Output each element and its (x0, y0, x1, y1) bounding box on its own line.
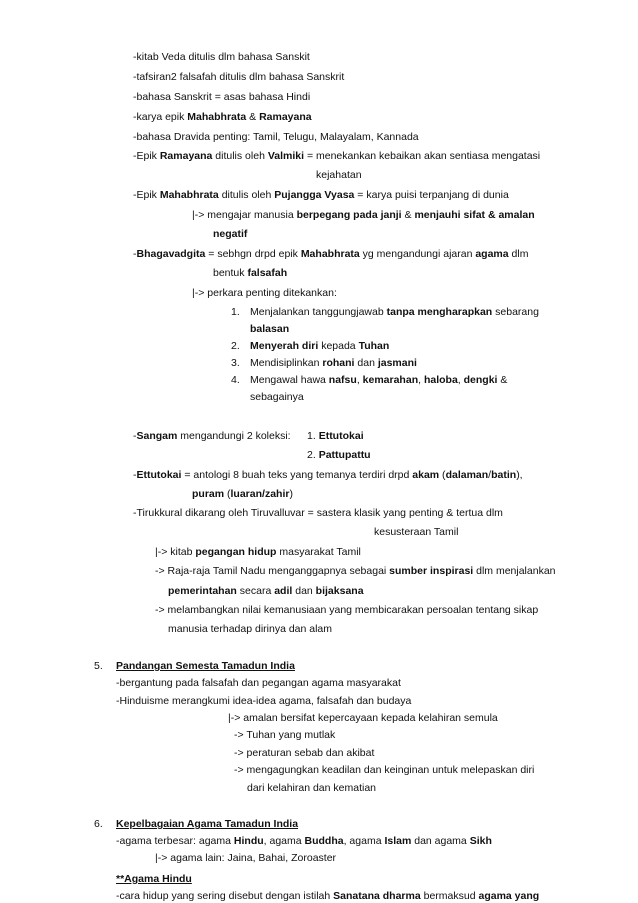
text-line: kejahatan (316, 169, 362, 181)
text-line: -karya epik Mahabhrata & Ramayana (133, 111, 312, 123)
text-line: -> peraturan sebab dan akibat (234, 747, 375, 759)
text-line: -Epik Ramayana ditulis oleh Valmiki = menekankan kebaikan akan sentiasa mengatasi (133, 150, 541, 162)
list-number: 4. (231, 374, 240, 386)
text-line: -bahasa Dravida penting: Tamil, Telugu, Malayalam, Kannada (133, 131, 419, 143)
text-line: -> mengagungkan keadilan dan keinginan untuk melepaskan diri (234, 764, 535, 776)
text-line: -kitab Veda ditulis dlm bahasa Sanskit (133, 51, 310, 63)
list-number: 1. (231, 306, 240, 318)
text-line: dari kelahiran dan kematian (247, 782, 376, 794)
section-heading: Pandangan Semesta Tamadun India (116, 660, 295, 672)
text-line: -Tirukkural dikarang oleh Tiruvalluvar = sastera klasik yang penting & tertua dlm (133, 507, 503, 519)
text-line: |-> agama lain: Jaina, Bahai, Zoroaster (155, 852, 337, 864)
text-line: |-> kitab pegangan hidup masyarakat Tamil (155, 546, 361, 558)
text-line: -> Tuhan yang mutlak (234, 729, 336, 741)
text-line: -cara hidup yang sering disebut dengan istilah Sanatana dharma bermaksud agama yang (116, 890, 540, 902)
text-line: |-> amalan bersifat kepercayaan kepada kelahiran semula (228, 712, 498, 724)
list-number: 2. (231, 340, 240, 352)
text-line: -bahasa Sanskrit = asas bahasa Hindi (133, 91, 311, 103)
text-line: -agama terbesar: agama Hindu, agama Buddha, agama Islam dan agama Sikh (116, 835, 492, 847)
section-number: 5. (94, 660, 103, 672)
text-line: -tafsiran2 falsafah ditulis dlm bahasa Sanskrit (133, 71, 345, 83)
text-line: -> Raja-raja Tamil Nadu menganggapnya sebagai sumber inspirasi dlm menjalankan (155, 565, 556, 577)
text-line: -Sangam mengandungi 2 koleksi: (133, 430, 291, 442)
text-line: -> melambangkan nilai kemanusiaan yang membicarakan persoalan tentang sikap (155, 604, 539, 616)
text-line: -bergantung pada falsafah dan pegangan agama masyarakat (116, 677, 401, 689)
text-line: bentuk falsafah (213, 267, 288, 279)
text-line: pemerintahan secara adil dan bijaksana (168, 585, 364, 597)
text-line: manusia terhadap dirinya dan alam (168, 623, 333, 635)
text-line: -Hinduisme merangkumi idea-idea agama, falsafah dan budaya (116, 695, 412, 707)
text-line: 1. Ettutokai (307, 430, 364, 442)
text-line: |-> perkara penting ditekankan: (192, 287, 337, 299)
section-heading: Kepelbagaian Agama Tamadun India (116, 818, 299, 830)
text-line: 2. Pattupattu (307, 449, 371, 461)
text-line: -Epik Mahabhrata ditulis oleh Pujangga Vyasa = karya puisi terpanjang di dunia (133, 189, 509, 201)
list-item-continuation: balasan (250, 323, 290, 335)
subheading: **Agama Hindu (116, 873, 192, 885)
list-item-continuation: sebagainya (250, 391, 304, 403)
text-line: |-> mengajar manusia berpegang pada janji & menjauhi sifat & amalan (192, 209, 535, 221)
text-line: -Bhagavadgita = sebhgn drpd epik Mahabhrata yg mengandungi ajaran agama dlm (133, 248, 529, 260)
list-item: Menjalankan tanggungjawab tanpa mengharapkan sebarang (250, 306, 539, 318)
text-line: -Ettutokai = antologi 8 buah teks yang temanya terdiri drpd akam (dalaman/batin), (133, 469, 523, 481)
text-line: kesusteraan Tamil (374, 526, 459, 538)
list-item: Menyerah diri kepada Tuhan (250, 340, 390, 352)
list-number: 3. (231, 357, 240, 369)
text-line: puram (luaran/zahir) (192, 488, 293, 500)
list-item: Mendisiplinkan rohani dan jasmani (250, 357, 417, 369)
text-line: negatif (213, 228, 248, 240)
list-item: Mengawal hawa nafsu, kemarahan, haloba, dengki & (250, 374, 508, 386)
section-number: 6. (94, 818, 103, 830)
